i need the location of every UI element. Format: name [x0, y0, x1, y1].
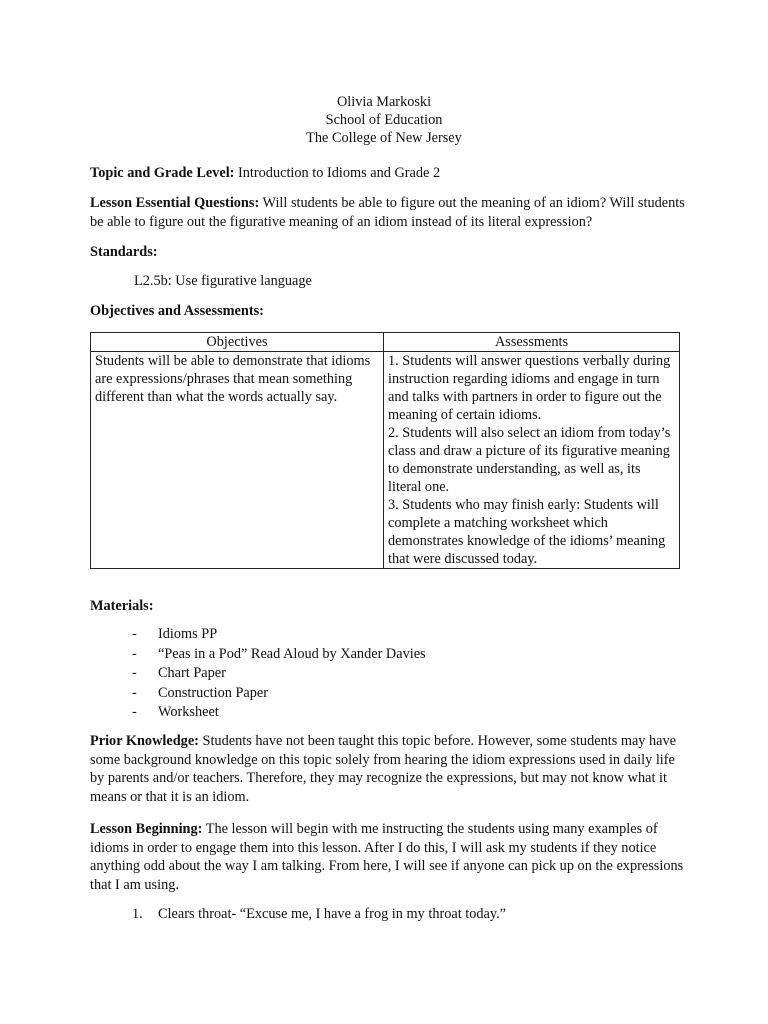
essential-questions-text: Will students be able to figure out the meaning of an idiom? Will students be able to figure out the figurative meaning of an idiom instead of its literal expression?	[90, 195, 685, 230]
material-item: Construction Paper	[158, 684, 268, 701]
lesson-beginning-label: Lesson Beginning:	[90, 821, 203, 837]
item-number: 1.	[132, 906, 143, 922]
prior-knowledge-label: Prior Knowledge:	[90, 733, 199, 749]
lesson-beginning-text: The lesson will begin with me instructing the students using many examples of idioms in order to engage them into this lesson. After I do this, I will ask my students if they notice anything odd about the way I am talking. From here, I will see if anyone can pick up on the expressions that I am using.	[90, 821, 684, 893]
college-name: The College of New Jersey	[306, 130, 462, 146]
list-bullet: -	[132, 665, 137, 681]
list-item	[132, 664, 426, 684]
list-item	[132, 684, 426, 704]
table-header-row	[91, 333, 680, 352]
material-item: Idioms PP	[158, 626, 218, 642]
material-item: “Peas in a Pod” Read Aloud by Xander Davies	[158, 645, 426, 662]
material-item: Chart Paper	[158, 665, 226, 681]
list-bullet: -	[132, 684, 137, 701]
standards-label: Standards:	[90, 244, 158, 260]
materials-label: Materials:	[90, 598, 154, 614]
assessment-item-2: 2. Students will also select an idiom from today’s class and draw a picture of its figurative meaning to demonstrate understanding, as well as, its literal one.	[388, 425, 671, 495]
school-name: School of Education	[325, 112, 443, 128]
lesson-beginning-paragraph	[90, 820, 688, 894]
list-item	[132, 645, 426, 665]
prior-knowledge-text: Students have not been taught this topic before. However, some students may have some background knowledge on this topic solely from hearing the idiom expressions used in daily life by parents and/or teachers. Therefore, they may recognize the expressions, but may not know what it means or that it is an idiom.	[90, 733, 677, 805]
topic-label: Topic and Grade Level:	[90, 165, 235, 181]
objectives-assessments-table	[90, 332, 680, 569]
assessments-header: Assessments	[384, 333, 680, 352]
assessments-cell	[384, 352, 680, 569]
numbered-item-text: Clears throat- “Excuse me, I have a frog in my throat today.”	[158, 906, 507, 922]
assessment-item-3: 3. Students who may finish early: Students will complete a matching worksheet which demonstrates knowledge of the idioms’ meaning that were discussed today.	[388, 497, 666, 567]
objectives-assessments-label: Objectives and Assessments:	[90, 303, 264, 319]
topic-text: Introduction to Idioms and Grade 2	[234, 165, 441, 181]
materials-list	[132, 625, 426, 723]
objective-text: Students will be able to demonstrate that idioms are expressions/phrases that mean something different than what the words actually say.	[95, 353, 371, 405]
essential-questions-paragraph	[90, 194, 685, 231]
list-item	[132, 703, 426, 723]
author-name: Olivia Markoski	[336, 94, 432, 110]
standard-item: L2.5b: Use figurative language	[134, 273, 312, 289]
essential-questions-label: Lesson Essential Questions:	[90, 195, 260, 211]
list-bullet: -	[132, 645, 137, 662]
assessment-item-1: 1. Students will answer questions verbally during instruction regarding idioms and engage in turn and talks with partners in order to figure out the meaning of certain idioms.	[388, 353, 671, 423]
topic-paragraph	[90, 164, 690, 183]
list-bullet: -	[132, 626, 137, 642]
prior-knowledge-paragraph	[90, 732, 688, 806]
objective-cell	[91, 352, 384, 569]
numbered-item	[132, 905, 506, 924]
material-item: Worksheet	[158, 704, 219, 720]
list-item	[132, 625, 426, 645]
objectives-header: Objectives	[91, 333, 384, 352]
list-bullet: -	[132, 704, 137, 720]
table-row	[91, 352, 680, 569]
